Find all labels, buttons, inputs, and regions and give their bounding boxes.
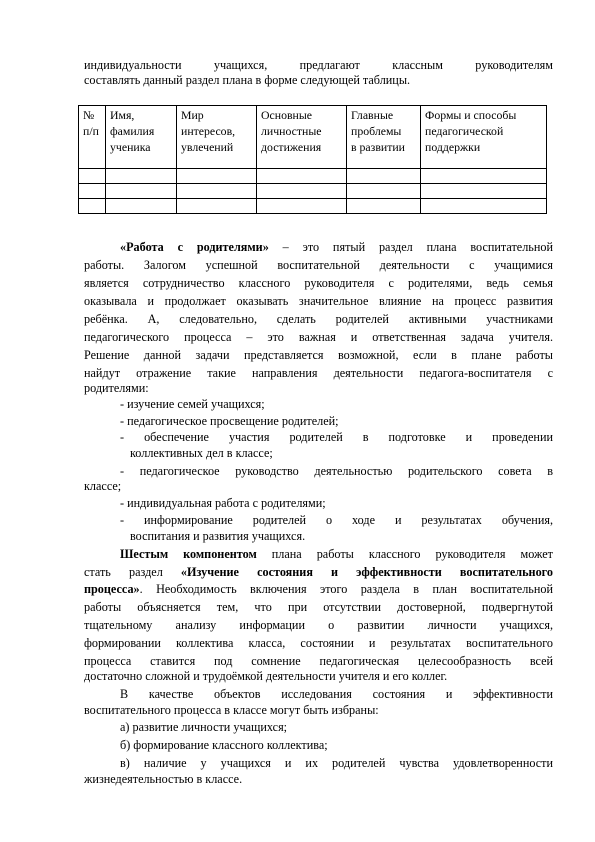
header-text: Основные [261, 108, 313, 122]
header-text: Формы и способы [425, 108, 517, 122]
table-header-cell [257, 106, 347, 169]
header-text: в развитии [351, 140, 405, 154]
header-text: Главные [351, 108, 394, 122]
paragraph-line: родителями: [84, 381, 149, 395]
paragraph-line: является сотрудничество классного руководителя с родителями, ведь семья [84, 276, 553, 290]
header-text: Имя, [110, 108, 135, 122]
paragraph-line: работы объясняется тем, что при отсутствии достоверной, подвергнутой [84, 600, 553, 614]
plan-table [78, 105, 547, 214]
table-cell [257, 199, 347, 214]
table-cell [79, 184, 106, 199]
list-item: - индивидуальная работа с родителями; [120, 496, 326, 510]
list-item: - информирование родителей о ходе и результатах обучения, [120, 513, 553, 527]
header-text: поддержки [425, 140, 481, 154]
table-cell [421, 199, 547, 214]
table-cell [421, 169, 547, 184]
table-cell [177, 184, 257, 199]
paragraph-line: найдут отражение такие направления деятельности педагога-воспитателя с [84, 366, 553, 380]
paragraph-line: В качестве объектов исследования состояния и эффективности [120, 687, 553, 701]
intro-line-1: индивидуальности учащихся, предлагают классным руководителям [84, 58, 553, 72]
header-text: достижения [261, 140, 322, 154]
table-row [79, 199, 547, 214]
section6-second-line [84, 565, 553, 580]
table-header-cell [347, 106, 421, 169]
table-cell [347, 199, 421, 214]
table-row [79, 184, 547, 199]
table-cell [421, 184, 547, 199]
table-cell [257, 169, 347, 184]
header-text: № [83, 108, 95, 122]
section6-second-line-text: стать раздел [84, 565, 181, 579]
paragraph-line: педагогического процесса – это важная и ответственная задача учителя. [84, 330, 553, 344]
list-item-continuation: коллективных дел в классе; [130, 446, 273, 460]
table-cell [79, 199, 106, 214]
header-text: увлечений [181, 140, 234, 154]
list-item: в) наличие у учащихся и их родителей чувства удовлетворенности [120, 756, 553, 770]
section5-first-line-text: – это пятый раздел плана воспитательной [268, 240, 553, 254]
header-text: ученика [110, 140, 151, 154]
list-item-continuation: воспитания и развития учащихся. [130, 529, 306, 543]
paragraph-line: воспитательного процесса в классе могут быть избраны: [84, 703, 379, 717]
paragraph-line: процесса ставится под сомнение педагогическая целесообразность всей [84, 654, 553, 668]
table-cell [79, 169, 106, 184]
section5-first-line [120, 240, 553, 255]
section5-title: «Работа с родителями» [120, 240, 269, 254]
list-item: а) развитие личности учащихся; [120, 720, 288, 734]
section6-lead: Шестым компонентом [120, 547, 257, 561]
list-item: - педагогическое руководство деятельностью родительского совета в [120, 464, 553, 478]
list-item: - изучение семей учащихся; [120, 397, 265, 411]
list-item: - обеспечение участия родителей в подготовке и проведении [120, 430, 553, 444]
table-header-cell [79, 106, 106, 169]
list-item-continuation: классе; [84, 479, 122, 493]
table-header-cell [106, 106, 177, 169]
section6-third-line-text: . Необходимость включения этого раздела в план воспитательной [139, 582, 553, 596]
table-cell [177, 169, 257, 184]
table-cell [257, 184, 347, 199]
paragraph-line: ребёнка. А, следовательно, сделать родителей активными участниками [84, 312, 553, 326]
header-text: фамилия [110, 124, 155, 138]
table-cell [347, 184, 421, 199]
header-text: Мир [181, 108, 204, 122]
table-cell [106, 169, 177, 184]
table-header-cell [421, 106, 547, 169]
section6-third-line [84, 582, 553, 597]
section6-first-line-text: плана работы классного руководителя может [256, 547, 553, 561]
table-cell [177, 199, 257, 214]
header-text: проблемы [351, 124, 402, 138]
intro-line-2: составлять данный раздел плана в форме следующей таблицы. [84, 73, 411, 87]
table-header-row [79, 106, 547, 169]
list-item: - педагогическое просвещение родителей; [120, 414, 339, 428]
section6-title-part2: процесса» [84, 582, 140, 596]
table-header-cell [177, 106, 257, 169]
header-text: п/п [83, 124, 99, 138]
header-text: педагогической [425, 124, 504, 138]
header-text: интересов, [181, 124, 236, 138]
paragraph-line: формировании коллектива класса, состоянии и результатах воспитательного [84, 636, 553, 650]
paragraph-line: оказывала и продолжает оказывать значительное влияние на процесс развития [84, 294, 553, 308]
table-row [79, 169, 547, 184]
paragraph-line: Решение данной задачи представляется возможной, если в плане работы [84, 348, 553, 362]
header-text: личностные [261, 124, 322, 138]
table-cell [106, 184, 177, 199]
paragraph-line: работы. Залогом успешной воспитательной деятельности с учащимися [84, 258, 553, 272]
table-cell [106, 199, 177, 214]
table-cell [347, 169, 421, 184]
section6-title-part1: «Изучение состояния и эффективности воспитательного [180, 565, 553, 579]
paragraph-line: тщательному анализу информации о развитии личности учащихся, [84, 618, 553, 632]
list-item: б) формирование классного коллектива; [120, 738, 328, 752]
paragraph-line: достаточно сложной и трудоёмкой деятельности учителя и его коллег. [84, 669, 448, 683]
section6-first-line [120, 547, 553, 562]
list-item-continuation: жизнедеятельностью в классе. [84, 772, 243, 786]
